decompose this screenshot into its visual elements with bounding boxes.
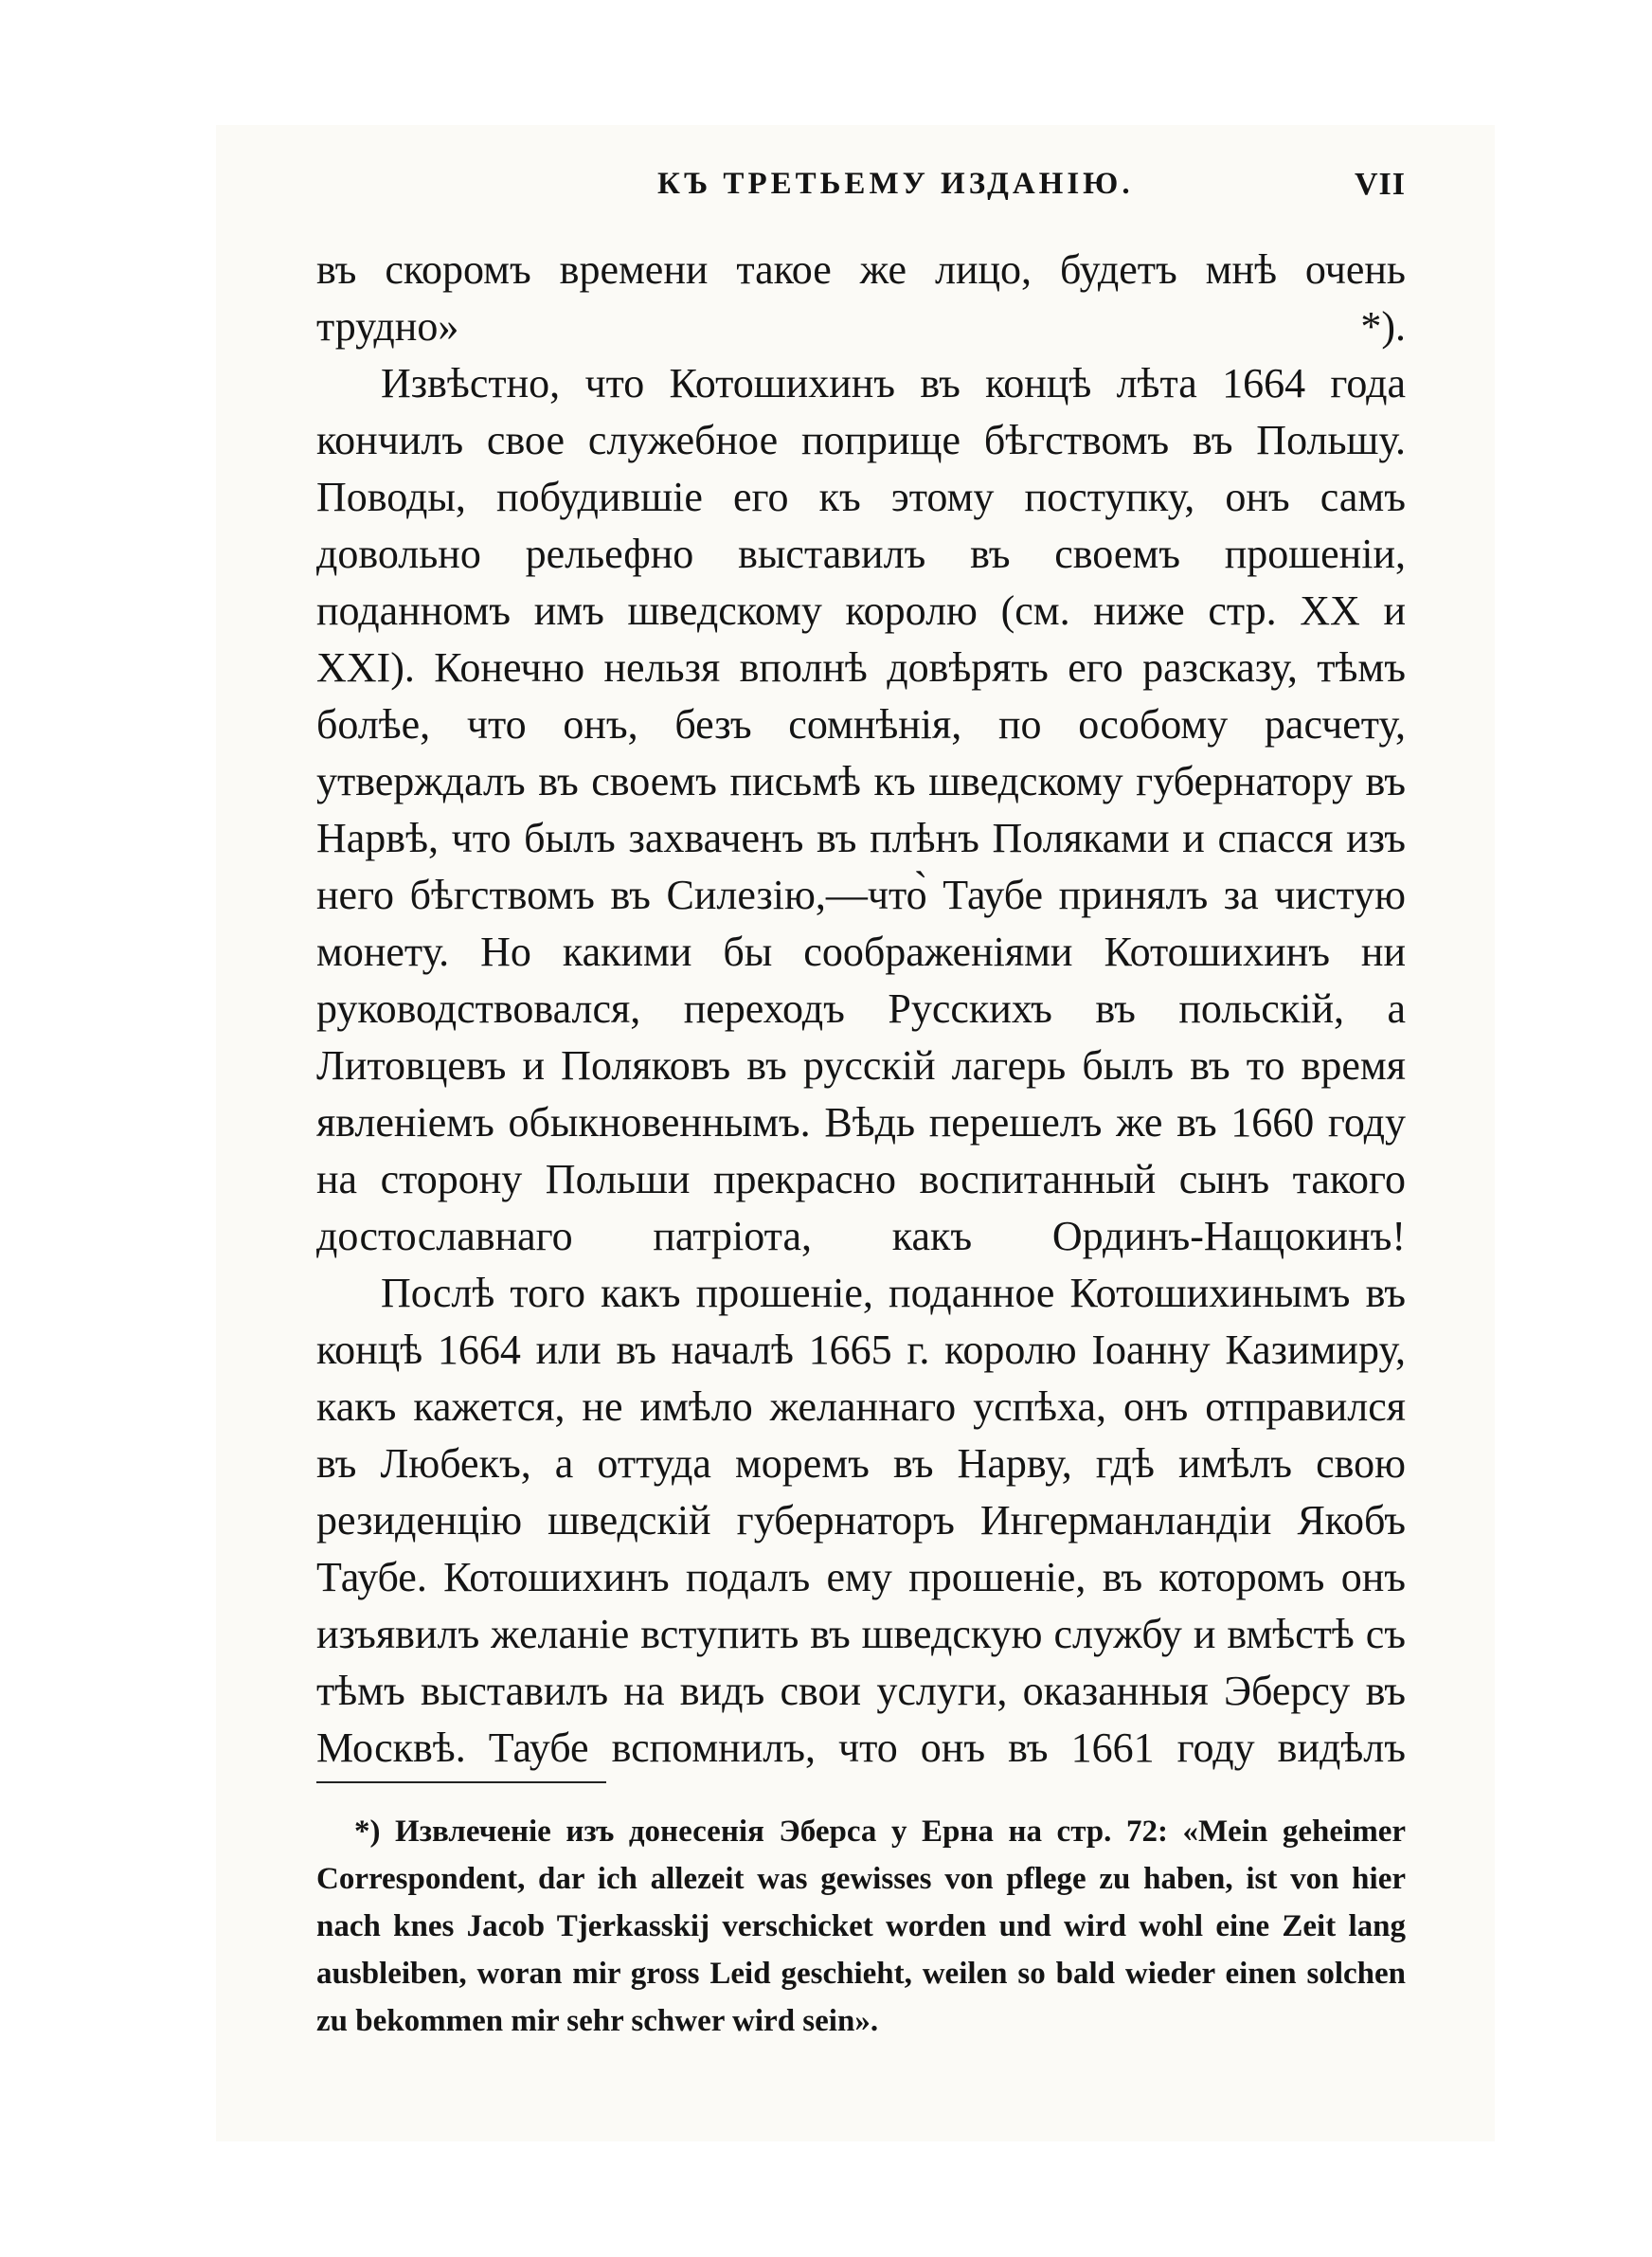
paragraph-narva-petition: Послѣ того какъ прошеніе, поданное Котошихинымъ въ концѣ 1664 или въ началѣ 1665 г. королю Іоанну Казимиру, какъ кажется, не имѣло желаннаго успѣха, онъ отправился въ Любекъ, а оттуда моремъ въ Нарву, гдѣ имѣлъ свою резиденцію шведскій губернаторъ Ингерманландіи Якобъ Таубе. Котошихинъ подалъ ему прошеніе, въ которомъ онъ изъявилъ желаніе вступить въ шведскую службу и вмѣстѣ съ тѣмъ выставилъ на видъ свои услуги, оказанныя Эберсу въ Москвѣ. Таубе вспомнилъ, что онъ въ 1661 году видѣлъ: [316, 1270, 1406, 1771]
running-header: [316, 161, 1406, 218]
running-title: КЪ ТРЕТЬЕМУ ИЗДАНІЮ.: [657, 167, 1134, 201]
paragraph-continuation: въ скоромъ времени такое же лицо, будетъ мнѣ очень трудно» *).: [316, 246, 1406, 350]
page-number: VII: [1354, 167, 1406, 202]
footnote-divider: [316, 1781, 606, 1783]
paragraph-kotoshikhin-flight: Извѣстно, что Котошихинъ въ концѣ лѣта 1664 года кончилъ свое служебное поприще бѣгствомъ въ Польшу. Поводы, побудившіе его къ этому поступку, онъ самъ довольно рельефно выставилъ въ своемъ прошеніи, поданномъ имъ шведскому королю (см. ниже стр. XX и XXI). Конечно нельзя вполнѣ довѣрять его разсказу, тѣмъ болѣе, что онъ, безъ сомнѣнія, по особому расчету, утверждалъ въ своемъ письмѣ къ шведскому губернатору въ Нарвѣ, что былъ захваченъ въ плѣнъ Поляками и спасся изъ него бѣгствомъ въ Силезію,—что̀ Таубе принялъ за чистую монету. Но какими бы соображеніями Котошихинъ ни руководствовался, переходъ Русскихъ въ польскій, а Литовцевъ и Поляковъ въ русскій лагерь былъ въ то время явленіемъ обыкновеннымъ. Вѣдь перешелъ же въ 1660 году на сторону Польши прекрасно воспитанный сынъ такого достославнаго патріота, какъ Ординъ-Нащокинъ!: [316, 360, 1406, 1259]
footnote: *) Извлеченіе изъ донесенія Эберса у Ерна на стр. 72: «Mein geheimer Correspondent, dar ich allezeit was gewisses von pflege zu haben, ist von hier nach knes Jacob Tjerkasskij verschicket worden und wird wohl eine Zeit lang ausbleiben, woran mir gross Leid geschieht, weilen so bald wieder einen solchen zu bekommen mir sehr schwer wird sein».: [316, 1815, 1406, 2038]
main-text: [316, 242, 1406, 1777]
